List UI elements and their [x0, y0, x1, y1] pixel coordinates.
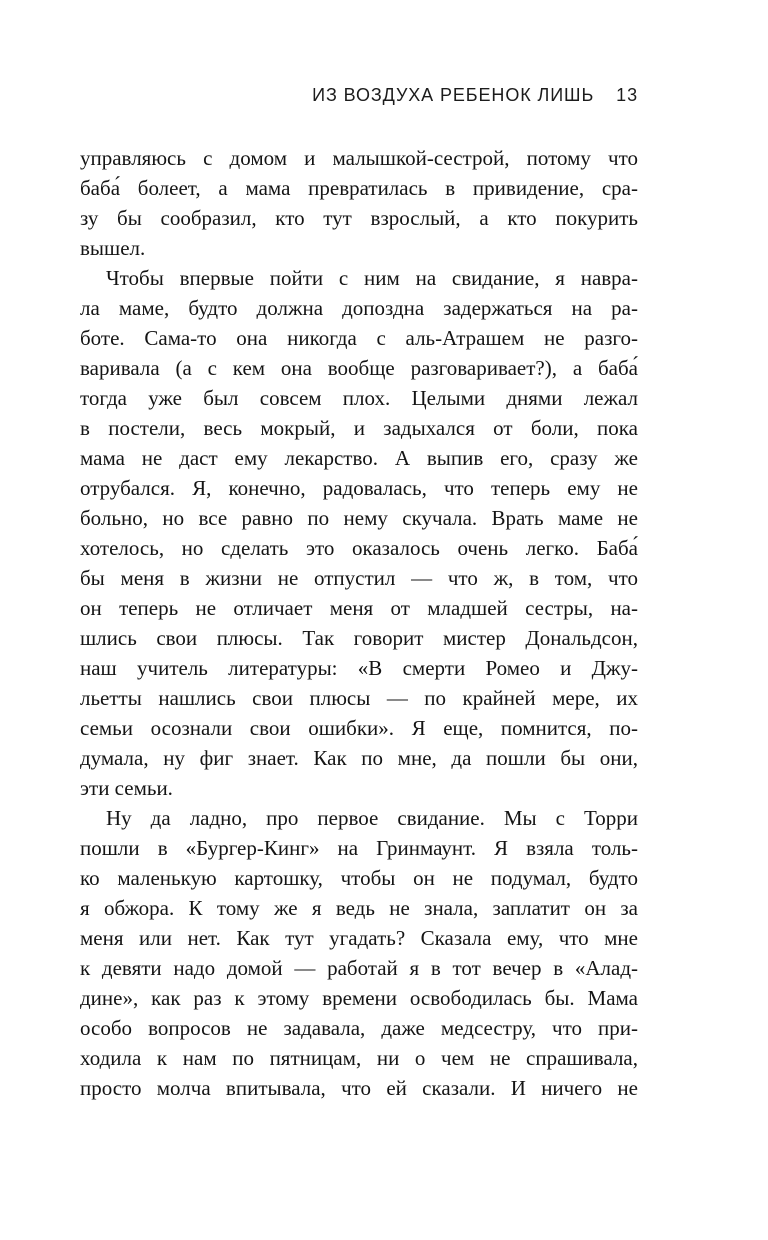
- text-line: в постели, весь мокрый, и задыхался от боли, пока: [80, 416, 638, 440]
- page-text: [80, 143, 638, 1103]
- text-line: семьи осознали свои ошибки». Я еще, помнится, по-: [80, 716, 638, 740]
- running-title: ИЗ ВОЗДУХА РЕБЕНОК ЛИШЬ: [312, 85, 595, 105]
- text-line: варивала (а с кем она вообще разговаривает?), а баба́: [80, 356, 638, 380]
- text-line: я обжора. К тому же я ведь не знала, заплатит он за: [80, 896, 638, 920]
- text-line: льетты нашлись свои плюсы — по крайней мере, их: [80, 686, 638, 710]
- text-line: пошли в «Бургер-Кинг» на Гринмаунт. Я взяла толь-: [80, 836, 638, 860]
- text-line: больно, но все равно по нему скучала. Врать маме не: [80, 506, 638, 530]
- text-line: хотелось, но сделать это оказалось очень легко. Баба́: [80, 536, 638, 560]
- text-line: бы меня в жизни не отпустил — что ж, в том, что: [80, 566, 638, 590]
- text-line: он теперь не отличает меня от младшей сестры, на-: [80, 596, 638, 620]
- running-header: [80, 85, 638, 106]
- text-line: ла маме, будто должна допоздна задержаться на ра-: [80, 296, 638, 320]
- text-line: просто молча впитывала, что ей сказали. И ничего не: [80, 1076, 638, 1100]
- text-line: думала, ну фиг знает. Как по мне, да пошли бы они,: [80, 746, 638, 770]
- text-line: особо вопросов не задавала, даже медсестру, что при-: [80, 1016, 638, 1040]
- text-line: наш учитель литературы: «В смерти Ромео и Джу-: [80, 656, 638, 680]
- page-number: 13: [616, 85, 638, 105]
- text-line: баба́ болеет, а мама превратилась в привидение, сра-: [80, 176, 638, 200]
- text-line: дине», как раз к этому времени освободилась бы. Мама: [80, 986, 638, 1010]
- text-line: тогда уже был совсем плох. Целыми днями лежал: [80, 386, 638, 410]
- text-line: ходила к нам по пятницам, ни о чем не спрашивала,: [80, 1046, 638, 1070]
- text-line: Чтобы впервые пойти с ним на свидание, я навра-: [106, 266, 638, 290]
- text-line: отрубался. Я, конечно, радовалась, что теперь ему не: [80, 476, 638, 500]
- text-line: зу бы сообразил, кто тут взрослый, а кто покурить: [80, 206, 638, 230]
- text-line: к девяти надо домой — работай я в тот вечер в «Алад-: [80, 956, 638, 980]
- text-line: шлись свои плюсы. Так говорит мистер Дональдсон,: [80, 626, 638, 650]
- text-line: меня или нет. Как тут угадать? Сказала ему, что мне: [80, 926, 638, 950]
- text-line: вышел.: [80, 236, 146, 260]
- text-line: боте. Сама-то она никогда с аль-Атрашем не разго-: [80, 326, 638, 350]
- text-line: управляюсь с домом и малышкой-сестрой, потому что: [80, 146, 638, 170]
- text-line: Ну да ладно, про первое свидание. Мы с Торри: [106, 806, 638, 830]
- text-line: эти семьи.: [80, 776, 173, 800]
- text-line: ко маленькую картошку, чтобы он не подумал, будто: [80, 866, 638, 890]
- text-line: мама не даст ему лекарство. А выпив его, сразу же: [80, 446, 638, 470]
